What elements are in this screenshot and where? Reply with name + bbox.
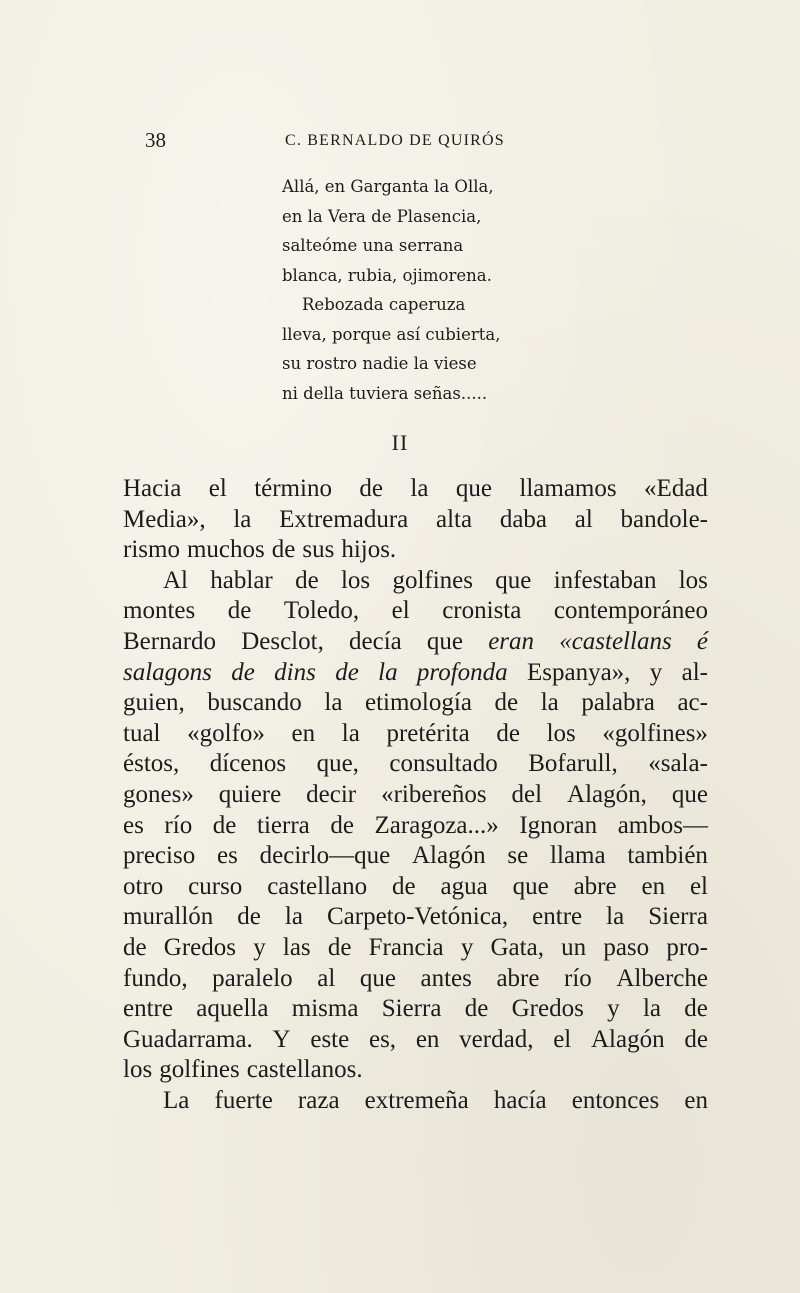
prose-word: de	[496, 719, 520, 747]
prose-word: Ignoran	[519, 811, 598, 839]
prose-line	[123, 505, 708, 536]
prose-word: castellanos.	[246, 1056, 363, 1084]
prose-word: Sierra	[381, 995, 442, 1023]
prose-word: al	[317, 964, 336, 992]
verse-line: ni della tuviera señas.....	[282, 383, 488, 403]
page-number: 38	[145, 128, 166, 152]
prose-word: salagons	[123, 658, 212, 686]
prose-word: profonda	[416, 658, 508, 686]
verse-line: Allá, en Garganta la Olla,	[282, 177, 494, 196]
prose-word: hijos.	[341, 536, 397, 564]
prose-word: en	[291, 719, 316, 747]
prose-word: río	[564, 964, 592, 992]
prose-word: de	[464, 995, 489, 1023]
prose-line	[123, 719, 708, 750]
prose-word: éstos,	[123, 750, 180, 778]
prose-word: de	[231, 658, 255, 686]
prose-word: la	[410, 475, 429, 502]
prose-word: infestaban	[553, 566, 657, 594]
prose-word: entonces	[571, 1086, 660, 1114]
prose-word: palabra	[581, 689, 655, 717]
prose-word: de	[335, 658, 359, 686]
prose-word: dícenos	[209, 750, 287, 778]
prose-word: la	[341, 719, 360, 747]
prose-word: es,	[368, 1025, 397, 1053]
prose-word: ambos—	[617, 811, 708, 839]
verse-line: lleva, porque así cubierta,	[282, 324, 501, 344]
prose-word: pro-	[666, 933, 708, 961]
prose-line	[123, 1086, 708, 1117]
prose-word: bandole-	[620, 505, 708, 533]
prose-word: decía	[349, 627, 402, 655]
prose-word: consultado	[389, 750, 498, 778]
prose-word: Carpeto-Vetónica,	[326, 903, 509, 931]
prose-word: que	[512, 872, 549, 900]
prose-word: alta	[435, 505, 473, 533]
prose-word: muchos	[186, 536, 265, 564]
page-header	[145, 128, 705, 158]
prose-line	[123, 933, 708, 964]
prose-line	[123, 902, 708, 933]
prose-word: Media»,	[123, 505, 206, 533]
prose-line	[123, 566, 708, 597]
prose-word: y	[460, 933, 474, 961]
prose-word: llama	[550, 842, 606, 870]
prose-word: Zaragoza...»	[374, 811, 499, 839]
prose-word: la	[606, 903, 625, 931]
prose-word: sus	[302, 536, 335, 564]
prose-word: que	[455, 475, 492, 502]
prose-word: Sierra	[648, 903, 708, 931]
prose-word: ac-	[677, 689, 708, 717]
prose-word: de	[359, 475, 383, 502]
prose-word: hacía	[493, 1086, 547, 1114]
prose-word: montes	[123, 597, 196, 625]
prose-line	[123, 596, 708, 627]
prose-word: en	[641, 872, 666, 900]
prose-word: fuerte	[214, 1086, 273, 1114]
prose-word: entre	[123, 995, 173, 1023]
prose-word: paso	[603, 933, 650, 961]
prose-word: en	[415, 1025, 440, 1053]
prose-word: La	[163, 1086, 190, 1114]
running-head: C. BERNALDO DE QUIRÓS	[285, 132, 505, 149]
prose-word: al	[574, 505, 593, 533]
verse-line: blanca, rubia, ojimorena.	[282, 265, 492, 285]
prose-word: antes	[420, 964, 472, 992]
prose-word: Al	[163, 566, 188, 594]
prose-word: decirlo—que	[259, 842, 391, 870]
prose-word: é	[696, 627, 708, 655]
prose-word: fundo,	[123, 964, 188, 992]
prose-line	[123, 688, 708, 719]
prose-word: daba	[499, 505, 548, 533]
prose-word: en	[684, 1086, 708, 1114]
prose-word: este	[310, 1025, 350, 1053]
prose-word: llamamos	[519, 475, 617, 502]
prose-word: misma	[291, 995, 359, 1023]
prose-word: de	[684, 1025, 708, 1053]
prose-word: golfines	[159, 1056, 240, 1084]
prose-word: «ribereños	[381, 780, 487, 808]
prose-word: de	[330, 811, 354, 839]
prose-word: de	[227, 597, 252, 625]
prose-word: golfines	[392, 566, 473, 594]
prose-word: el	[689, 872, 708, 900]
prose-word: Francia	[368, 933, 444, 961]
prose-word: es	[217, 842, 238, 870]
prose-word: Bofarull,	[528, 750, 618, 778]
prose-word: río	[164, 811, 193, 839]
prose-line	[123, 964, 708, 995]
prose-word: tual	[123, 719, 161, 747]
prose-word: Gata,	[490, 933, 544, 961]
prose-word: el	[553, 1025, 572, 1053]
prose-word: Extremadura	[279, 505, 409, 533]
prose-word: castellano	[267, 872, 368, 900]
prose-word: rismo	[123, 536, 180, 564]
prose-word: Hacia	[123, 475, 182, 502]
prose-word: pretérita	[386, 719, 470, 747]
prose-word: «castellans	[559, 627, 672, 655]
prose-word: del	[511, 780, 543, 808]
prose-word: aquella	[196, 995, 269, 1023]
prose-word: que	[671, 780, 708, 808]
prose-word: contemporáneo	[553, 597, 708, 625]
prose-word: etimología	[365, 689, 472, 717]
prose-word: y	[253, 933, 266, 961]
prose-word: eran	[488, 627, 535, 655]
prose-word: quiere	[218, 780, 282, 808]
prose-line	[123, 749, 708, 780]
verse-line: salteóme una serrana	[282, 236, 464, 255]
prose-line	[123, 872, 708, 903]
prose-word: la	[324, 689, 343, 717]
prose-word: de	[295, 566, 319, 594]
prose-line	[123, 1025, 708, 1056]
prose-word: y	[607, 995, 620, 1023]
prose-word: se	[507, 842, 529, 870]
prose-word: otro	[123, 872, 164, 900]
prose-word: de	[494, 689, 519, 717]
prose-word: extremeña	[364, 1086, 469, 1114]
prose-word: Guadarrama.	[123, 1025, 253, 1053]
prose-word: dins	[274, 658, 316, 686]
prose-line	[123, 1055, 708, 1086]
prose-word: tierra	[257, 811, 310, 839]
verse-line: en la Vera de Plasencia,	[282, 206, 482, 226]
prose-word: de	[237, 903, 261, 931]
prose-word: Alberche	[616, 964, 708, 992]
prose-word: también	[627, 842, 708, 870]
prose-word: un	[561, 933, 587, 961]
verse-block	[282, 172, 602, 408]
prose-word: preciso	[123, 842, 196, 870]
prose-line	[123, 841, 708, 872]
prose-word: la	[540, 689, 559, 717]
prose-word: Desclot,	[241, 627, 324, 655]
section-heading: II	[391, 430, 409, 455]
prose-word: de	[212, 811, 237, 839]
prose-word: curso	[188, 872, 243, 900]
prose-word: de	[123, 933, 147, 961]
prose-word: Alagón	[591, 1025, 665, 1053]
prose-word: «golfines»	[602, 719, 708, 747]
verse-line: su rostro nadie la viese	[282, 354, 477, 373]
prose-word: «sala-	[648, 750, 708, 778]
prose-word: guien,	[123, 689, 185, 717]
prose-word: Gredos	[511, 995, 584, 1023]
prose-word: la	[233, 505, 252, 533]
prose-word: que	[359, 964, 396, 992]
prose-word: que	[495, 566, 532, 594]
prose-word: abre	[573, 872, 617, 900]
prose-word: Y	[272, 1025, 291, 1053]
prose-word: los	[340, 566, 371, 594]
prose-word: es	[123, 811, 144, 839]
prose-word: verdad,	[459, 1025, 534, 1053]
prose-word: abre	[496, 964, 540, 992]
prose-line	[123, 535, 708, 566]
prose-word: el	[208, 475, 227, 502]
prose-word: Alagón	[411, 842, 486, 870]
prose-word: hablar	[210, 566, 273, 594]
prose-word: agua	[440, 872, 488, 900]
prose-line	[123, 994, 708, 1025]
prose-word: y	[649, 658, 663, 686]
prose-word: Alagón,	[567, 780, 647, 808]
verse-line: Rebozada caperuza	[302, 295, 466, 314]
prose-line	[123, 474, 708, 505]
prose-word: que,	[316, 750, 359, 778]
prose-word: al-	[681, 658, 708, 686]
prose-word: de	[684, 995, 708, 1023]
prose-word: la	[642, 995, 661, 1023]
prose-word: el	[391, 597, 410, 625]
prose-word: de	[392, 872, 416, 900]
prose-word: raza	[297, 1086, 340, 1114]
prose-word: Bernardo	[123, 627, 217, 655]
prose-word: entre	[532, 903, 583, 931]
prose-word: murallón	[123, 903, 214, 931]
prose-word: de	[327, 933, 352, 961]
prose-line	[123, 811, 708, 842]
prose-word: buscando	[207, 689, 302, 717]
prose-line	[123, 780, 708, 811]
prose-word: la	[378, 658, 398, 686]
prose-word: término	[254, 475, 332, 502]
prose-word: decir	[306, 780, 357, 808]
prose-word: que	[426, 627, 464, 655]
prose-word: los	[546, 719, 576, 747]
prose-word: Espanya»,	[526, 658, 631, 686]
prose-word: Toledo,	[283, 597, 360, 625]
prose-word: las	[282, 933, 311, 961]
prose-word: Gredos	[163, 933, 237, 961]
prose-line	[123, 658, 708, 689]
prose-word: la	[284, 903, 303, 931]
prose-word: «Edad	[644, 475, 708, 502]
prose-word: gones»	[123, 780, 194, 808]
prose-word: los	[678, 566, 708, 594]
prose-word: cronista	[442, 597, 522, 625]
prose-block	[123, 474, 708, 1116]
prose-word: los	[123, 1056, 153, 1084]
prose-word: «golfo»	[187, 719, 265, 747]
prose-word: de	[271, 536, 296, 564]
prose-word: paralelo	[212, 964, 293, 992]
prose-line	[123, 627, 708, 658]
